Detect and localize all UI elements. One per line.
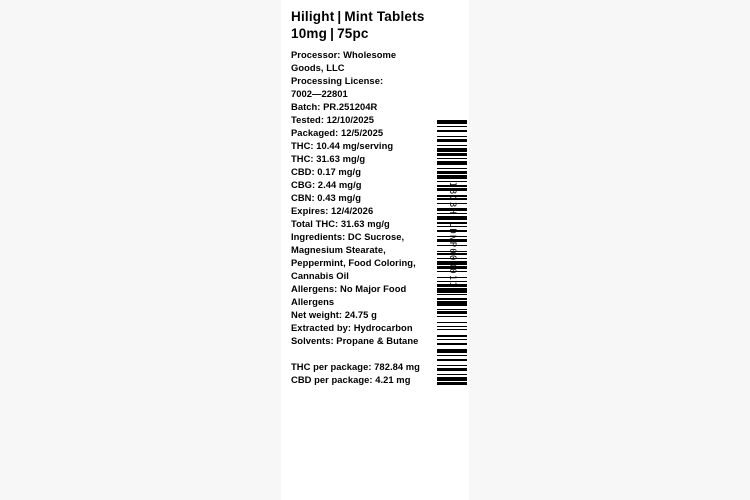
product-name: Mint Tablets	[344, 9, 425, 24]
label-info-line: Expires: 12/4/2026	[291, 205, 374, 216]
product-strength: 10mg	[291, 26, 328, 41]
label-info-line: Allergens: No Major Food	[291, 283, 407, 294]
label-footer-line: CBD per package: 4.21 mg	[291, 374, 411, 385]
product-count: 75pc	[337, 26, 369, 41]
label-info-line: THC: 31.63 mg/g	[291, 153, 366, 164]
label-content	[291, 8, 431, 386]
label-info-line: Peppermint, Food Coloring,	[291, 257, 416, 268]
brand-name: Hilight	[291, 9, 335, 24]
label-spacer	[291, 347, 431, 360]
barcode	[437, 120, 467, 385]
label-info-line: CBD: 0.17 mg/g	[291, 166, 361, 177]
label-info-line: Net weight: 24.75 g	[291, 309, 377, 320]
label-info-line: 7002—22801	[291, 88, 348, 99]
label-info-line: Magnesium Stearate,	[291, 244, 386, 255]
label-info-line: Processing License:	[291, 75, 384, 86]
label-info-line: Cannabis Oil	[291, 270, 349, 281]
label-info-line: Tested: 12/10/2025	[291, 114, 375, 125]
label-title-line-2	[291, 25, 431, 42]
title-separator-2: |	[330, 26, 335, 41]
label-info-line: CBG: 2.44 mg/g	[291, 179, 362, 190]
label-info-line: Processor: Wholesome	[291, 49, 397, 60]
label-info-line: CBN: 0.43 mg/g	[291, 192, 361, 203]
label-info-line: Goods, LLC	[291, 62, 345, 73]
barcode-text: IBC3H1LDNP000011	[447, 182, 457, 288]
label-footer-line: THC per package: 782.84 mg	[291, 361, 420, 372]
label-info-line: Packaged: 12/5/2025	[291, 127, 384, 138]
label-info-line: Allergens	[291, 296, 335, 307]
title-separator-1: |	[337, 9, 342, 24]
label-info-line: Total THC: 31.63 mg/g	[291, 218, 390, 229]
label-info-line: Batch: PR.251204R	[291, 101, 378, 112]
label-title-block	[291, 8, 431, 42]
label-info-line: Extracted by: Hydrocarbon	[291, 322, 413, 333]
label-info-line: Ingredients: DC Sucrose,	[291, 231, 405, 242]
label-info-line: THC: 10.44 mg/serving	[291, 140, 394, 151]
label-title-line-1	[291, 8, 431, 25]
label-info-line: Solvents: Propane & Butane	[291, 335, 419, 346]
